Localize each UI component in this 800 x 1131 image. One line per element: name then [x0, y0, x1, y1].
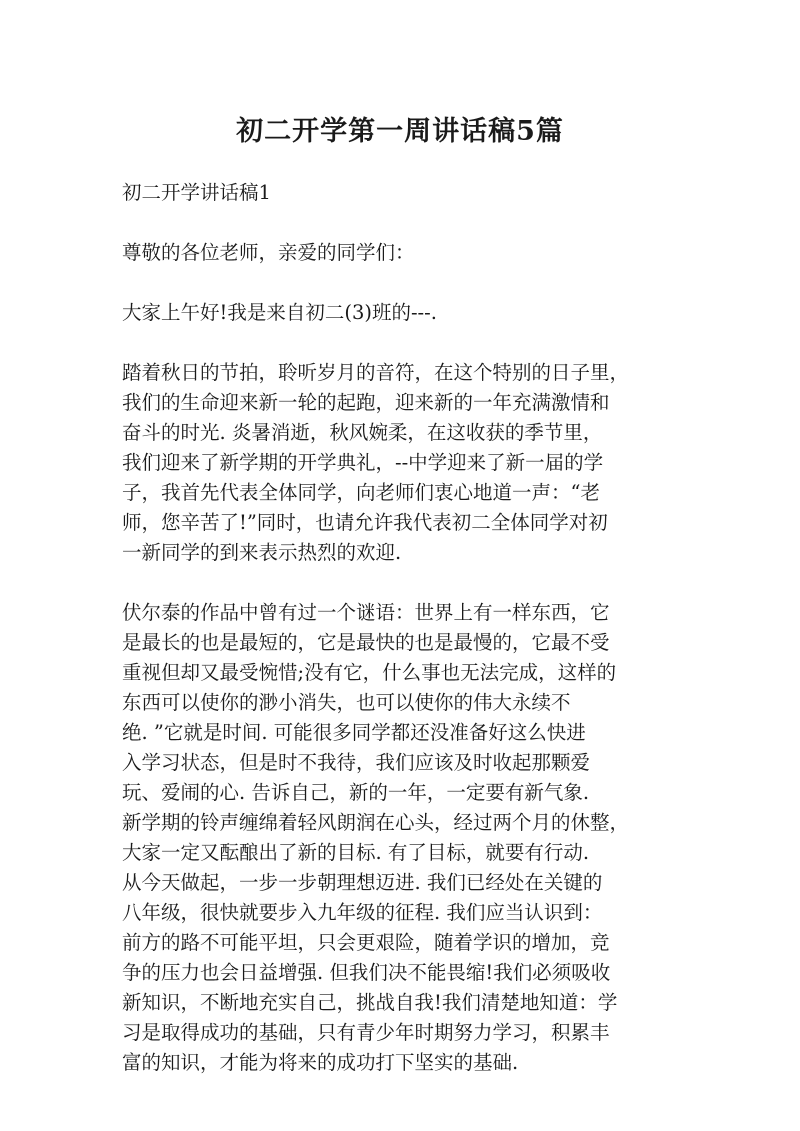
paragraph-line: 师，您辛苦了!”同时，也请允许我代表初二全体同学对初: [122, 511, 608, 534]
paragraph-gap: [122, 208, 682, 238]
paragraph-line: 入学习状态，但是时不我待，我们应该及时收起那颗爱: [122, 751, 591, 774]
paragraph-line: 富的知识，才能为将来的成功打下坚实的基础.: [122, 1051, 519, 1074]
paragraph-line: 绝. ”它就是时间. 可能很多同学都还没准备好这么快进: [122, 721, 586, 744]
paragraph-line: 八年级，很快就要步入九年级的征程. 我们应当认识到：: [122, 901, 603, 924]
salutation: 尊敬的各位老师，亲爱的同学们：: [122, 241, 415, 264]
paragraph-line: 奋斗的时光. 炎暑消逝，秋风婉柔，在这收获的季节里，: [122, 421, 603, 444]
paragraph-line: 东西可以使你的渺小消失，也可以使你的伟大永续不: [122, 691, 571, 714]
paragraph-line: 新学期的铃声缠绵着轻风朗润在心头，经过两个月的休整，: [122, 811, 630, 834]
paragraph-line: 我们的生命迎来新一轮的起跑，迎来新的一年充满激情和: [122, 391, 610, 414]
paragraph-line: 我们迎来了新学期的开学典礼，--中学迎来了新一届的学: [122, 451, 604, 474]
document-title: 初二开学第一周讲话稿5篇: [236, 116, 564, 147]
paragraph-line: 大家一定又酝酿出了新的目标. 有了目标，就要有行动.: [122, 841, 590, 864]
section-heading: 初二开学讲话稿1: [122, 181, 271, 204]
paragraph-line: 子，我首先代表全体同学，向老师们衷心地道一声：“老: [122, 481, 600, 504]
paragraph-line: 踏着秋日的节拍，聆听岁月的音符，在这个特别的日子里，: [122, 361, 630, 384]
document-body: [122, 178, 682, 1078]
greeting: 大家上午好!我是来自初二(3)班的---.: [122, 301, 437, 324]
paragraph-line: 习是取得成功的基础，只有青少年时期努力学习，积累丰: [122, 1021, 610, 1044]
paragraph-line: 从今天做起，一步一步朝理想迈进. 我们已经处在关键的: [122, 871, 603, 894]
paragraph-gap: [122, 268, 682, 298]
paragraph-line: 争的压力也会日益增强. 但我们决不能畏缩!我们必须吸收: [122, 961, 611, 984]
paragraph-line: 新知识，不断地充实自己，挑战自我!我们清楚地知道：学: [122, 991, 618, 1014]
paragraph-gap: [122, 568, 682, 598]
paragraph-line: 重视但却又最受惋惜;没有它，什么事也无法完成，这样的: [122, 661, 617, 684]
paragraph-line: 一新同学的到来表示热烈的欢迎.: [122, 541, 402, 564]
paragraph-line: 是最长的也是最短的，它是最快的也是最慢的，它最不受: [122, 631, 610, 654]
paragraph-line: 玩、爱闹的心. 告诉自己，新的一年，一定要有新气象.: [122, 781, 590, 804]
paragraph-line: 前方的路不可能平坦，只会更艰险，随着学识的增加，竞: [122, 931, 610, 954]
paragraph-line: 伏尔泰的作品中曾有过一个谜语：世界上有一样东西，它: [122, 601, 610, 624]
paragraph-gap: [122, 328, 682, 358]
